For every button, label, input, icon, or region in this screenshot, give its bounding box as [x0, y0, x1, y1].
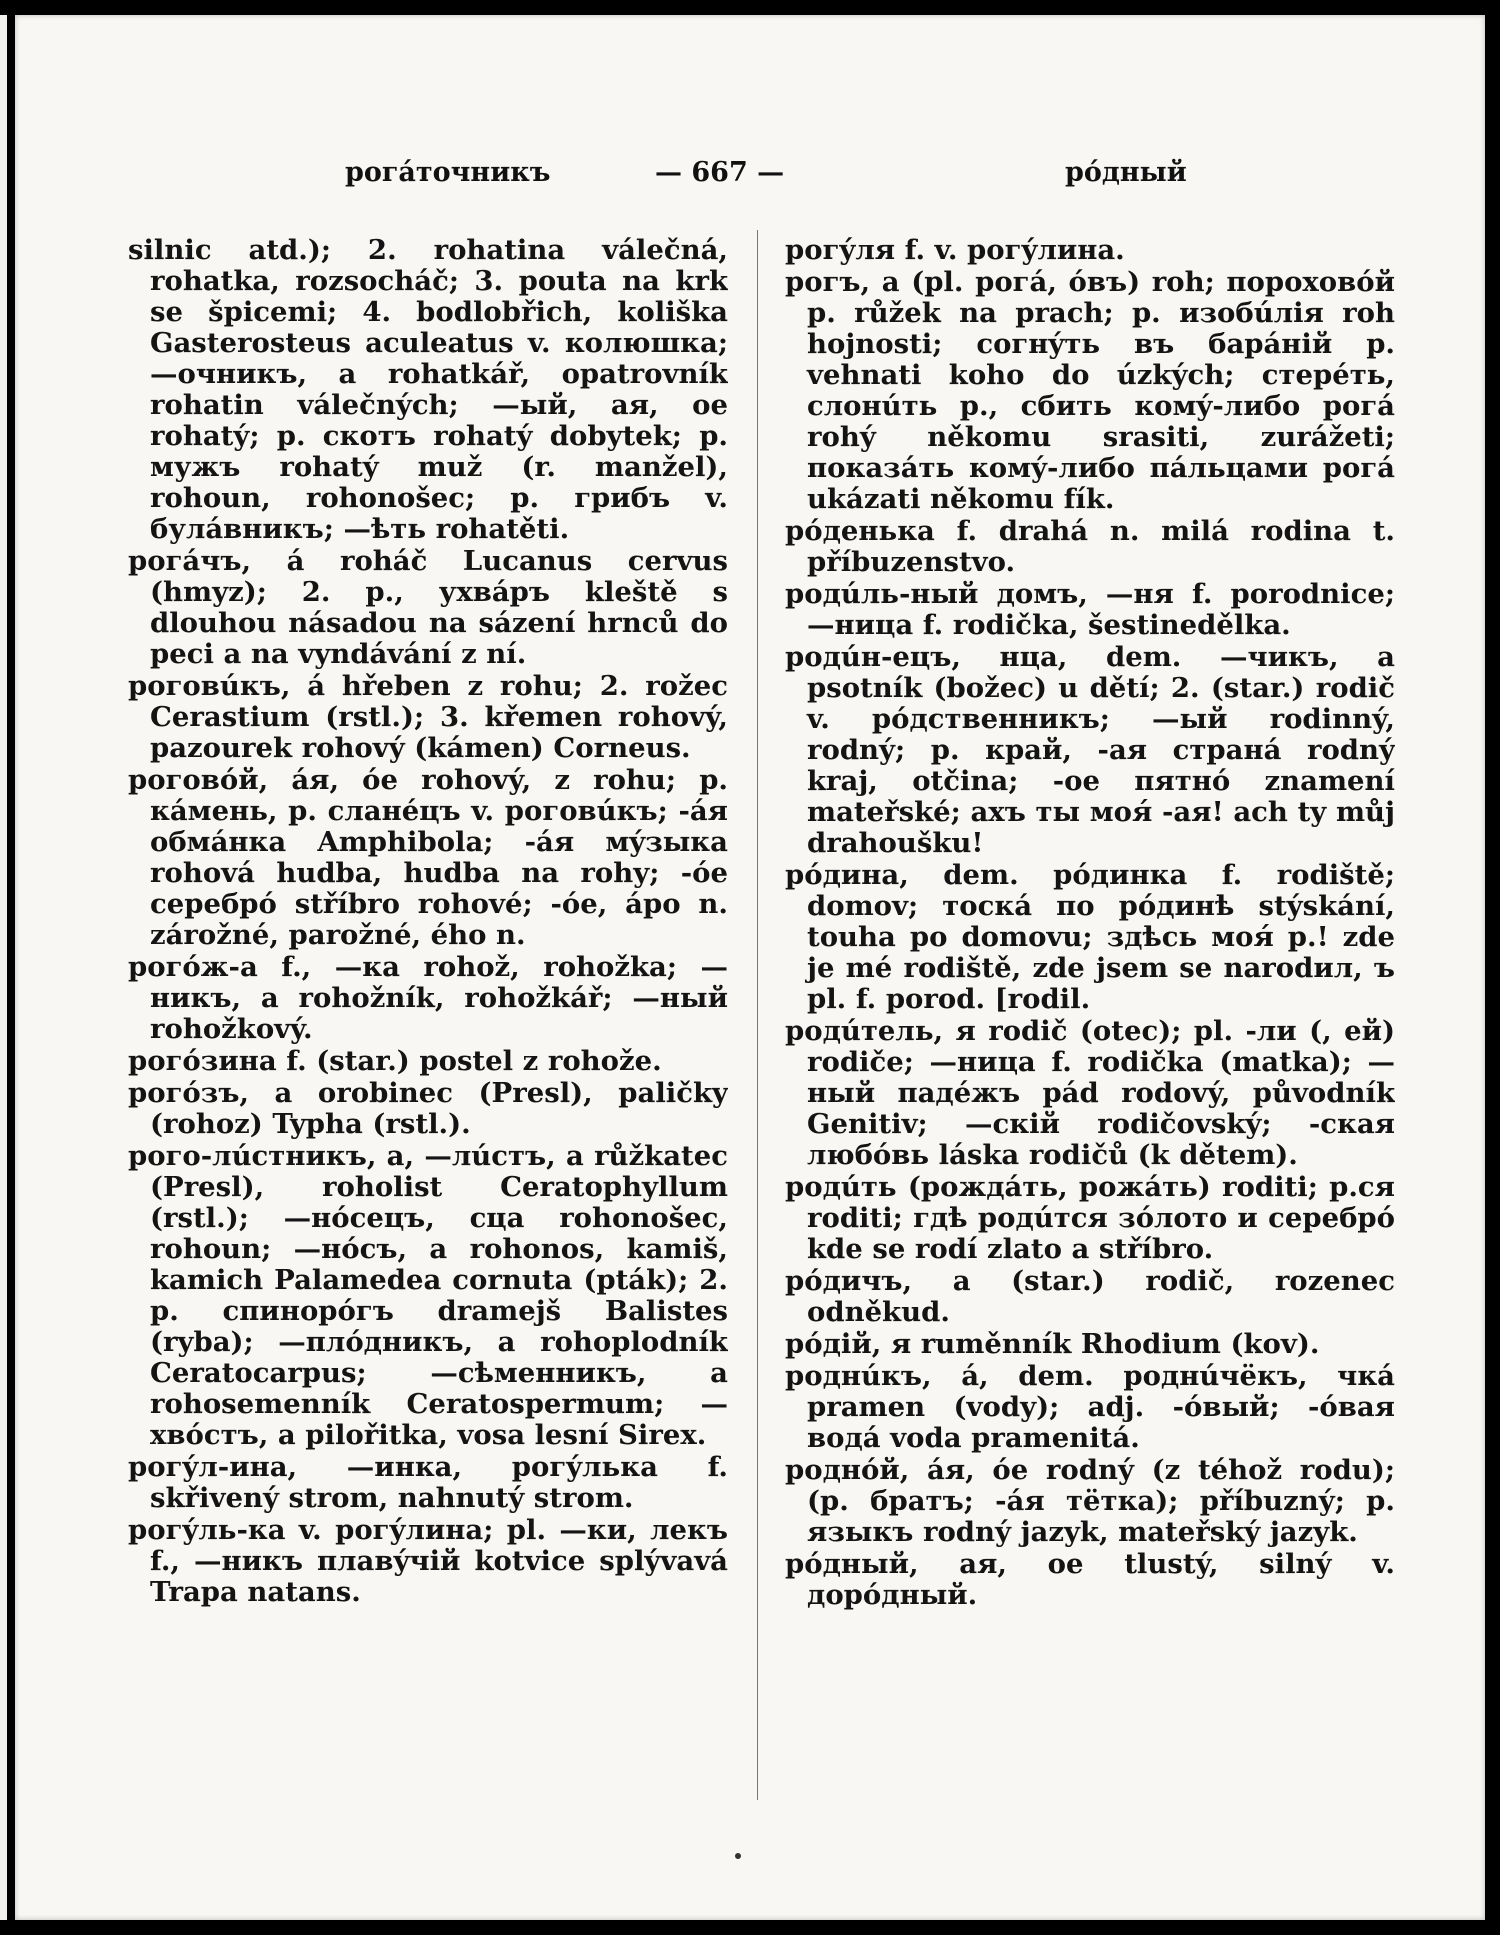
dictionary-entry: роговúкъ, á hřeben z rohu; 2. rožec Cerastium (rstl.); 3. křemen rohový, pazourek rohový (kámen) Corneus. — [128, 670, 728, 764]
header-right-guide-word: рóдный — [1065, 157, 1187, 188]
dictionary-entry: родúтель, я rodič (otec); pl. -ли (, ей) rodiče; —ница f. rodička (matka); —ный падéжъ pád rodový, původník Genitiv; —скій rodičovský; -ская любóвь láska rodičů (k dětem). — [785, 1015, 1395, 1171]
dictionary-entry: рóденька f. drahá n. milá rodina t. příbuzenstvo. — [785, 515, 1395, 578]
dictionary-entry: silnic atd.); 2. rohatina válečná, rohatka, rozsocháč; 3. pouta na krk se špicemi; 4. bodlobřich, koliška Gasterosteus aculeatus v. колюшка; —очникъ, a rohatkář, opatrovník rohatin válečných; —ый, ая, ое rohatý; р. скотъ rohatý dobytek; р. мужъ rohatý muž (r. manžel), rohoun, rohonošec; р. грибъ v. булáвникъ; —ѣть rohatěti. — [128, 235, 728, 545]
previous-page-edge — [0, 15, 7, 1920]
page-header — [125, 157, 1365, 201]
left-column — [128, 235, 728, 1795]
dictionary-entry: рогýля f. v. рогýлина. — [785, 235, 1125, 266]
dictionary-entry: рогóзъ, a orobinec (Presl), paličky (rohoz) Typha (rstl.). — [128, 1077, 728, 1140]
dictionary-entry: рогъ, a (pl. рогá, óвъ) roh; пороховóй р. růžek na prach; р. изобúлія roh hojnosti; согнýть въ барáній р. vehnati koho do úzkých; стерéть, слонúть р., сбить комý-либо рогá rohý někomu srasiti, zurážeti; показáть комý-либо пáльцами рогá ukázati někomu fík. — [785, 266, 1395, 515]
dictionary-entry: рогýль-ка v. рогýлина; pl. —ки, лекъ f., —никъ плавýчій kotvice splývavá Trapa natans. — [128, 1514, 728, 1608]
dictionary-entry: рóдина, dem. рóдинка f. rodiště; domov; тоскá по рóдинѣ stýskání, touha po domovu; здѣсь моя́ р.! zde je mé rodiště, zde jsem se narodил, ъ pl. f. porod. [rodil. — [785, 859, 1395, 1015]
header-left-guide-word: рогáточникъ — [345, 157, 551, 188]
dictionary-entry: роднúкъ, á, dem. роднúчёкъ, чкá pramen (vody); adj. -óвый; -óвая водá voda pramenitá. — [785, 1360, 1395, 1454]
dictionary-entry: рогýл-ина, —инка, рогýлька f. skřivený strom, nahnutý strom. — [128, 1451, 728, 1514]
dictionary-entry: роднóй, áя, óе rodný (z téhož rodu); (р. братъ; -áя тётка); příbuzný; р. языкъ rodný jazyk, mateřský jazyk. — [785, 1454, 1395, 1548]
page-number: — 667 — — [655, 157, 785, 188]
dictionary-page — [15, 15, 1485, 1920]
bottom-dot — [735, 1853, 741, 1859]
dictionary-entry: рóдій, я ruměnník Rhodium (kov). — [785, 1328, 1320, 1360]
dictionary-entry: родúть (рождáть, рожáть) roditi; р.ся roditi; гдѣ родúтся зóлото и серебрó kde se rodí zlato a stříbro. — [785, 1171, 1395, 1265]
dictionary-entry: роговóй, áя, óе rohový, z rohu; р. кáмень, р. сланéцъ v. роговúкъ; -áя обмáнка Amphibola; -áя мýзыка rohová hudba, hudba na rohy; -óе серебрó stříbro rohové; -óе, áро n. zárožné, parožné, ého n. — [128, 764, 728, 951]
dictionary-entry: рогóзина f. (star.) postel z rohože. — [128, 1045, 662, 1077]
dictionary-entry: рогóж-а f., —ка rohož, rohožka; —никъ, a rohožník, rohožkář; —ный rohožkový. — [128, 951, 728, 1045]
dictionary-entry: рóдный, ая, ое tlustý, silný v. дорóдный. — [785, 1548, 1395, 1611]
dictionary-entry: родúль-ный домъ, —ня f. porodnice; —ница f. rodička, šestinedělka. — [785, 578, 1395, 641]
dictionary-entry: рогáчъ, á roháč Lucanus cervus (hmyz); 2. р., ухвáръ kleště s dlouhou násadou na sázení hrnců do peci a na vyndávání z ní. — [128, 545, 728, 670]
dictionary-entry: родúн-ецъ, нца, dem. —чикъ, a psotník (božec) u dětí; 2. (star.) rodič v. рóдственникъ; —ый rodinný, rodný; р. край, -ая странá rodný kraj, otčina; -ое пятнó znamení mateřské; ахъ ты моя́ -ая! ach ty můj drahoušku! — [785, 641, 1395, 859]
dictionary-entry: рóдичъ, a (star.) rodič, rozenec odněkud. — [785, 1265, 1395, 1328]
dictionary-entry: рого-лúстникъ, a, —лúстъ, a růžkatec (Presl), roholist Ceratophyllum (rstl.); —нóсецъ, сца rohonošec, rohoun; —нóсъ, a rohonos, kamiš, kamich Palamedea cornuta (pták); 2. р. спинорóгъ dramejš Balistes (ryba); —плóдникъ, a rohoplodník Ceratocarpus; —сѣменникъ, a rohosemenník Ceratospermum; —хвóстъ, a pilořitka, vosa lesní Sirex. — [128, 1140, 728, 1451]
right-column — [785, 235, 1395, 1795]
column-divider — [757, 230, 758, 1800]
